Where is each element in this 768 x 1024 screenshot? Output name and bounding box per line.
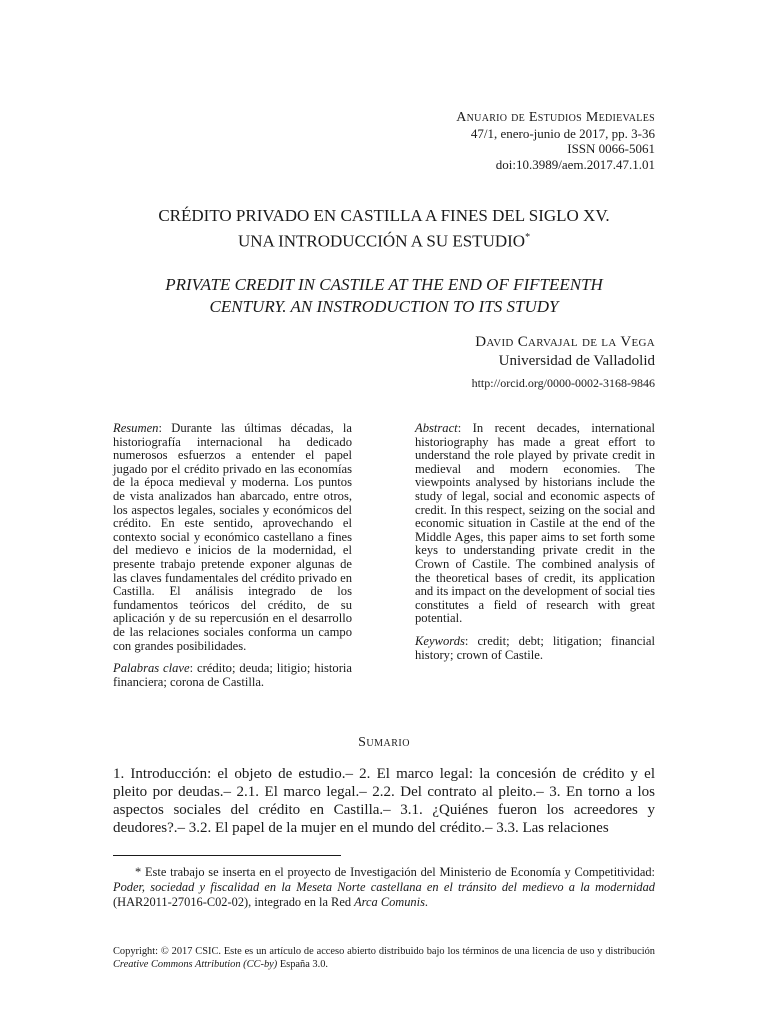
footnote-text-3: .	[424, 895, 429, 909]
keywords-text: credit; debt; litigation; financial history; crown of Castile.	[415, 633, 655, 662]
journal-name: Anuario de Estudios Medievales	[456, 110, 655, 125]
footnote-divider	[113, 855, 341, 856]
author-block	[472, 333, 655, 393]
title-footnote-marker: *	[525, 232, 531, 243]
journal-doi: doi:10.3989/aem.2017.47.1.01	[495, 156, 655, 172]
sumario-heading: Sumario	[358, 735, 410, 750]
resumen-label: Resumen	[113, 421, 159, 435]
journal-issue: 47/1, enero-junio de 2017, pp. 3-36	[470, 125, 655, 141]
palabras-clave-text: crédito; deuda; litigio; historia financiera; corona de Castilla.	[113, 661, 352, 689]
spanish-abstract-column	[113, 422, 352, 698]
footnote-text-2: (HAR2011-27016-C02-02), integrado en la Red	[113, 895, 355, 909]
copyright-text-1: Copyright: © 2017 CSIC. Este es un artículo de acceso abierto distribuido bajo los términos de una licencia de uso y distribución	[113, 946, 655, 957]
resumen-paragraph: Resumen: Durante las últimas décadas, la historiografía internacional ha dedicado numerosos esfuerzos a entender el papel jugado por el crédito privado en las economías de la época medieval y moderna. Los puntos de vista analizados han abarcado, entre otros, los aspectos legales, sociales y económicos del crédito. En este sentido, aprovechando el contexto social y económico castellano a fines del medievo e inicios de la modernidad, el presente trabajo pretende exponer algunas de las claves fundamentales del crédito privado en Castilla. El análisis integrado de los fundamentos teóricos del crédito, de su aplicación y de su repercusión en el desarrollo de las relaciones sociales conforma un campo con grandes posibilidades.	[113, 421, 352, 653]
footnote-project-title: Poder, sociedad y fiscalidad en la Meseta Norte castellana en el tránsito del medievo a la modernidad	[113, 880, 655, 894]
resumen-text: Durante las últimas décadas, la historiografía internacional ha dedicado numerosos esfuerzos a entender el papel jugado por el crédito privado en las economías de la época medieval y moderna. Los puntos de vista analizados han abarcado, entre otros, los aspectos legales, sociales y económicos del crédito. En este sentido, aprovechando el contexto social y económico castellano a fines del medievo e inicios de la modernidad, el presente trabajo pretende exponer algunas de las claves fundamentales del crédito privado en Castilla. El análisis integrado de los fundamentos teóricos del crédito, de su aplicación y de su repercusión en el desarrollo de las relaciones sociales conforma un campo con grandes posibilidades.	[113, 421, 352, 653]
palabras-clave-paragraph: Palabras clave: crédito; deuda; litigio; historia financiera; corona de Castilla.	[113, 661, 352, 689]
copyright-license: Creative Commons Attribution (CC-by)	[113, 959, 278, 970]
copyright-text-2: España 3.0.	[277, 959, 329, 970]
spanish-title-line-2-text: UNA INTRODUCCIÓN A SU ESTUDIO	[237, 231, 526, 251]
journal-header	[456, 110, 655, 172]
footnote	[113, 865, 655, 910]
author-affiliation: Universidad de Valladolid	[498, 353, 655, 369]
palabras-clave-label: Palabras clave	[113, 661, 190, 676]
keywords-paragraph: Keywords: credit; debt; litigation; financial history; crown of Castile.	[415, 633, 655, 662]
spanish-title-line-2	[113, 227, 655, 253]
spanish-title-line-1: CRÉDITO PRIVADO EN CASTILLA A FINES DEL SIGLO XV.	[158, 206, 610, 225]
orcid-link[interactable]: http://orcid.org/0000-0002-3168-9846	[471, 376, 655, 390]
author-name: David Carvajal de la Vega	[475, 334, 655, 350]
abstract-text: In recent decades, international historiography has made a great effort to understand the role played by private credit in medieval and modern economies. The viewpoints analysed by historians include the study of legal, social and economic aspects of credit. In this respect, seizing on the social and economic situation in Castile at the end of the Middle Ages, this paper aims to set forth some keys to understanding private credit in the Crown of Castile. The combined analysis of the theoretical bases of credit, its application and its impact on the development of social ties constitutes a field of research with great potential.	[415, 421, 655, 626]
journal-issn: ISSN 0066-5061	[567, 141, 655, 156]
copyright-notice	[113, 945, 655, 971]
footnote-text-1: * Este trabajo se inserta en el proyecto de Investigación del Ministerio de Economía y Competitividad:	[135, 865, 655, 879]
abstract-paragraph: Abstract: In recent decades, international historiography has made a great effort to understand the role played by private credit in medieval and modern economies. The viewpoints analysed by historians include the study of legal, social and economic aspects of credit. In this respect, seizing on the social and economic situation in Castile at the end of the Middle Ages, this paper aims to set forth some keys to understanding private credit in the Crown of Castile. The combined analysis of the theoretical bases of credit, its application and its impact on the development of social ties constitutes a field of research with great potential.	[415, 421, 655, 626]
english-title-line-1: PRIVATE CREDIT IN CASTILE AT THE END OF FIFTEENTH	[165, 275, 603, 294]
english-abstract-column	[415, 422, 655, 671]
keywords-label: Keywords	[415, 633, 465, 648]
english-title-line-2: CENTURY. AN INSTRODUCTION TO ITS STUDY	[209, 297, 559, 316]
abstract-label: Abstract	[415, 421, 458, 435]
english-title	[113, 274, 655, 318]
spanish-title	[113, 205, 655, 253]
footnote-network: Arca Comunis	[354, 895, 425, 909]
sumario-text: 1. Introducción: el objeto de estudio.– 2. El marco legal: la concesión de crédito y el pleito por deudas.– 2.1. El marco legal.– 2.2. Del contrato al pleito.– 3. En torno a los aspectos sociales del crédito en Castilla.– 3.1. ¿Quiénes fueron los acreedores y deudores?.– 3.2. El papel de la mujer en el mundo del crédito.– 3.3. Las relaciones	[113, 766, 655, 836]
